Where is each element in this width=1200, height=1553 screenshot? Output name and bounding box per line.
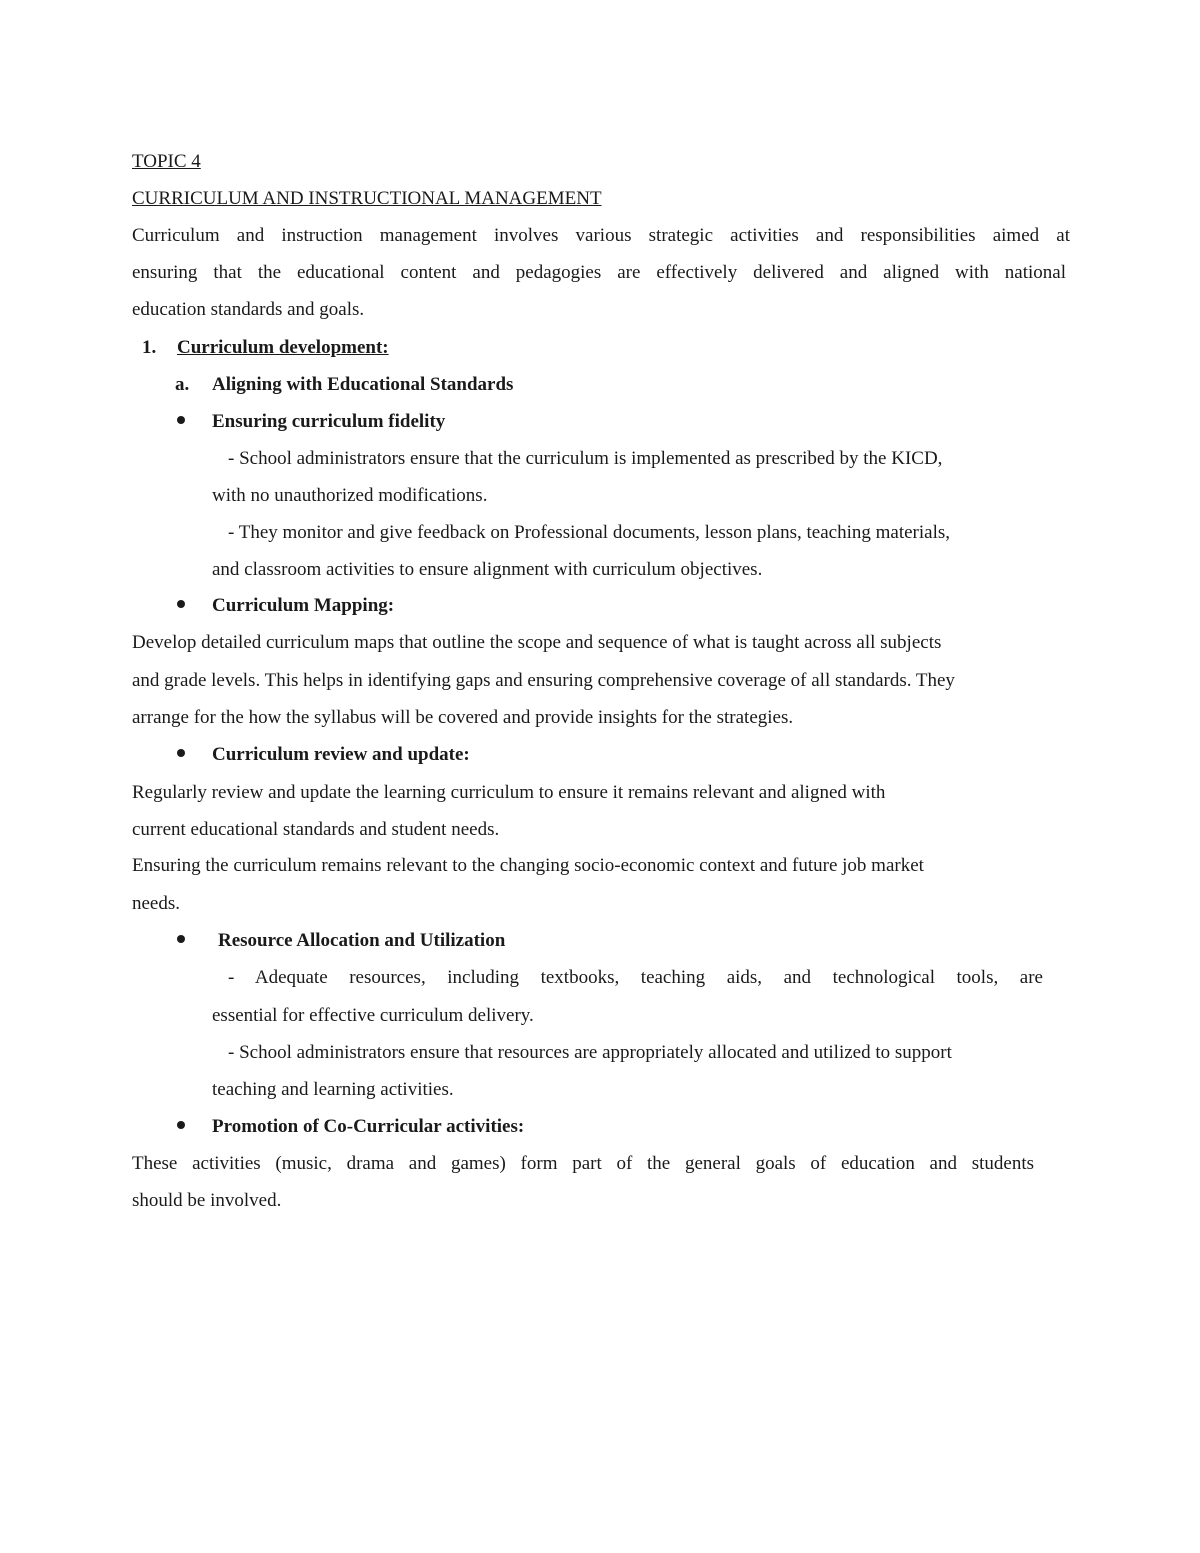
fidelity-title: Ensuring curriculum fidelity	[212, 411, 446, 432]
resource-line-3: - School administrators ensure that resources are appropriately allocated and utilized to support	[228, 1042, 952, 1063]
cocurricular-line-2: should be involved.	[132, 1190, 282, 1211]
bullet-icon	[177, 600, 185, 608]
review-line-3: Ensuring the curriculum remains relevant to the changing socio-economic context and future job market	[132, 855, 924, 876]
intro-line-2: ensuring that the educational content and pedagogies are effectively delivered and aligned with national	[132, 262, 1066, 283]
fidelity-line-1: - School administrators ensure that the curriculum is implemented as prescribed by the KICD,	[228, 448, 943, 469]
resource-line-1: - Adequate resources, including textbooks, teaching aids, and technological tools, are	[228, 967, 1043, 988]
section-title: Curriculum development:	[177, 337, 389, 358]
review-line-1: Regularly review and update the learning curriculum to ensure it remains relevant and aligned with	[132, 782, 886, 803]
page-title: CURRICULUM AND INSTRUCTIONAL MANAGEMENT	[132, 188, 602, 209]
mapping-line-2: and grade levels. This helps in identifying gaps and ensuring comprehensive coverage of all standards. They	[132, 670, 955, 691]
subsection-letter: a.	[175, 374, 190, 395]
bullet-icon	[177, 1121, 185, 1129]
fidelity-line-4: and classroom activities to ensure alignment with curriculum objectives.	[212, 559, 763, 580]
fidelity-line-3: - They monitor and give feedback on Professional documents, lesson plans, teaching materials,	[228, 522, 950, 543]
review-title: Curriculum review and update:	[212, 744, 470, 765]
mapping-line-1: Develop detailed curriculum maps that outline the scope and sequence of what is taught across all subjects	[132, 632, 942, 653]
cocurricular-line-1: These activities (music, drama and games) form part of the general goals of education and students	[132, 1153, 1034, 1174]
mapping-title: Curriculum Mapping:	[212, 595, 395, 616]
intro-line-1: Curriculum and instruction management involves various strategic activities and responsibilities aimed at	[132, 225, 1070, 246]
mapping-line-3: arrange for the how the syllabus will be covered and provide insights for the strategies.	[132, 707, 794, 728]
topic-label: TOPIC 4	[132, 151, 201, 172]
resource-line-2: essential for effective curriculum delivery.	[212, 1005, 534, 1026]
resource-line-4: teaching and learning activities.	[212, 1079, 454, 1100]
bullet-icon	[177, 416, 185, 424]
intro-line-3: education standards and goals.	[132, 299, 365, 320]
bullet-icon	[177, 935, 185, 943]
subsection-title: Aligning with Educational Standards	[212, 374, 514, 395]
section-number: 1.	[142, 337, 157, 358]
cocurricular-title: Promotion of Co-Curricular activities:	[212, 1116, 525, 1137]
review-line-4: needs.	[132, 893, 181, 914]
resource-title: Resource Allocation and Utilization	[218, 930, 506, 951]
bullet-icon	[177, 749, 185, 757]
fidelity-line-2: with no unauthorized modifications.	[212, 485, 488, 506]
review-line-2: current educational standards and student needs.	[132, 819, 500, 840]
